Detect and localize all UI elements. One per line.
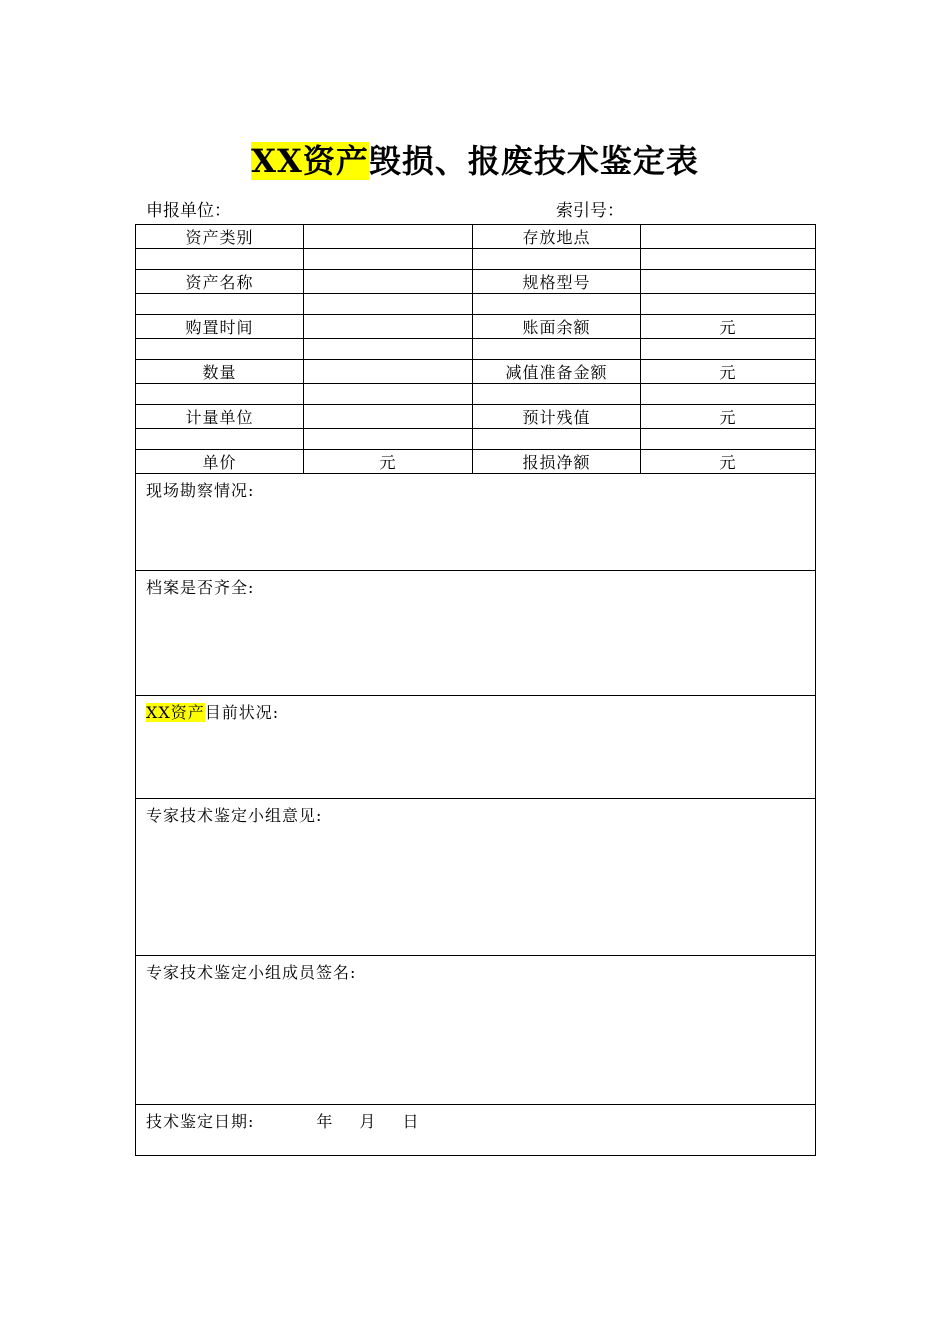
table-row	[136, 315, 816, 339]
table-row	[136, 360, 816, 384]
table-row	[136, 450, 816, 474]
unit-price-value[interactable]: 元	[304, 450, 473, 474]
table-row	[136, 405, 816, 429]
appraisal-date-section[interactable]	[136, 1105, 816, 1156]
book-balance-value[interactable]: 元	[641, 315, 816, 339]
index-number-label: 索引号：	[556, 201, 624, 221]
storage-location-label: 存放地点	[473, 225, 641, 249]
spacer-row	[136, 339, 816, 360]
title-highlight: XX资产	[251, 142, 369, 180]
estimated-residual-value[interactable]: 元	[641, 405, 816, 429]
quantity-label: 数量	[136, 360, 304, 384]
table-row	[136, 571, 816, 696]
expert-opinion-section[interactable]	[136, 799, 816, 956]
table-row	[136, 956, 816, 1105]
expert-signatures-label: 专家技术鉴定小组成员签名:	[146, 963, 357, 982]
asset-status-highlight: XX资产	[146, 703, 205, 722]
net-loss-label: 报损净额	[473, 450, 641, 474]
asset-name-value[interactable]	[304, 270, 473, 294]
spec-model-value[interactable]	[641, 270, 816, 294]
impairment-reserve-value[interactable]: 元	[641, 360, 816, 384]
reporting-unit-label: 申报单位：	[146, 201, 231, 221]
table-row	[136, 696, 816, 799]
storage-location-value[interactable]	[641, 225, 816, 249]
spacer-row	[136, 429, 816, 450]
site-inspection-section[interactable]	[136, 474, 816, 571]
asset-category-label: 资产类别	[136, 225, 304, 249]
spec-model-label: 规格型号	[473, 270, 641, 294]
appraisal-form-table	[135, 224, 816, 1156]
table-row	[136, 225, 816, 249]
site-inspection-label: 现场勘察情况:	[146, 481, 255, 500]
asset-status-section[interactable]	[136, 696, 816, 799]
page-title	[0, 138, 950, 184]
day-label: 日	[402, 1112, 420, 1131]
measurement-unit-label: 计量单位	[136, 405, 304, 429]
archive-complete-section[interactable]	[136, 571, 816, 696]
asset-name-label: 资产名称	[136, 270, 304, 294]
month-label: 月	[359, 1112, 377, 1131]
estimated-residual-label: 预计残值	[473, 405, 641, 429]
expert-signatures-section[interactable]	[136, 956, 816, 1105]
spacer-row	[136, 384, 816, 405]
asset-category-value[interactable]	[304, 225, 473, 249]
purchase-date-value[interactable]	[304, 315, 473, 339]
title-rest: 毁损、报废技术鉴定表	[368, 142, 699, 180]
archive-complete-label: 档案是否齐全:	[146, 578, 255, 597]
table-row	[136, 474, 816, 571]
net-loss-value[interactable]: 元	[641, 450, 816, 474]
unit-price-label: 单价	[136, 450, 304, 474]
quantity-value[interactable]	[304, 360, 473, 384]
spacer-row	[136, 249, 816, 270]
expert-opinion-label: 专家技术鉴定小组意见:	[146, 806, 323, 825]
measurement-unit-value[interactable]	[304, 405, 473, 429]
purchase-date-label: 购置时间	[136, 315, 304, 339]
asset-status-label: 目前状况:	[204, 703, 280, 722]
table-row	[136, 799, 816, 956]
year-label: 年	[316, 1112, 334, 1131]
book-balance-label: 账面余额	[473, 315, 641, 339]
spacer-row	[136, 294, 816, 315]
appraisal-date-label: 技术鉴定日期:	[146, 1112, 255, 1131]
impairment-reserve-label: 减值准备金额	[473, 360, 641, 384]
table-row	[136, 270, 816, 294]
table-row	[136, 1105, 816, 1156]
